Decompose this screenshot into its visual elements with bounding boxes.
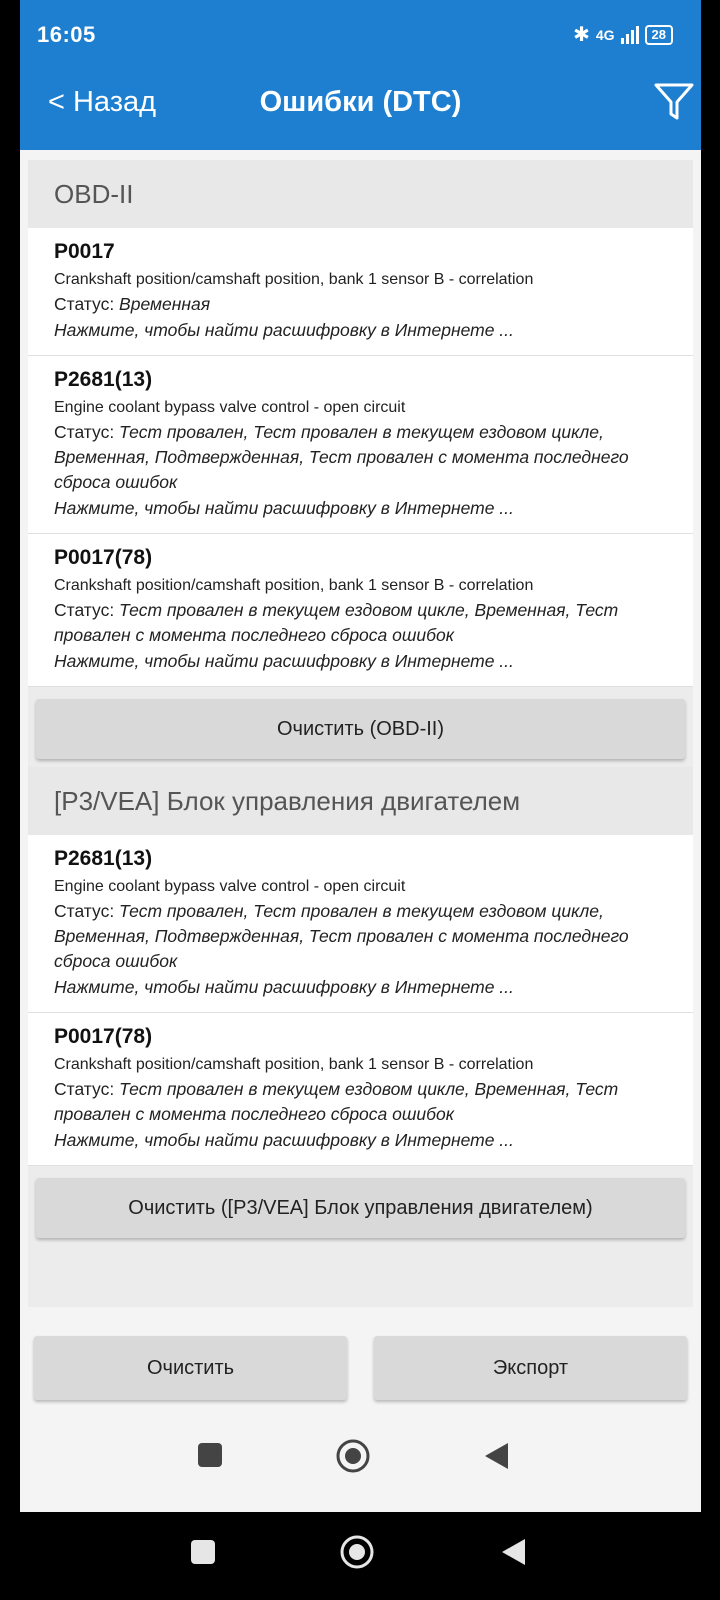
system-recents-square-icon[interactable] — [190, 1539, 216, 1565]
recents-square-icon[interactable] — [197, 1442, 223, 1468]
dtc-code: P2681(13) — [54, 847, 153, 870]
dtc-status-value: Тест провален в текущем ездовом цикле, Временная, Тест провален с момента последнего сброса ошибок — [54, 1079, 619, 1124]
dtc-item[interactable] — [28, 1013, 693, 1166]
clear-section-button[interactable]: Очистить ([P3/VEA] Блок управления двигателем) — [36, 1178, 685, 1238]
dtc-description: Engine coolant bypass valve control - open circuit — [54, 399, 406, 416]
system-navigation-bar — [0, 1512, 720, 1600]
dtc-search-hint: Нажмите, чтобы найти расшифровку в Интернете ... — [54, 498, 514, 518]
dtc-status — [54, 420, 669, 495]
dtc-status-value: Временная — [119, 294, 211, 314]
clear-all-button[interactable]: Очистить — [34, 1336, 347, 1400]
dtc-status-label: Статус: — [54, 901, 120, 921]
system-back-triangle-icon[interactable] — [499, 1537, 527, 1567]
dtc-status-label: Статус: — [54, 600, 120, 620]
section-clear-block — [28, 1166, 693, 1246]
back-triangle-icon[interactable] — [482, 1441, 510, 1471]
dtc-search-hint: Нажмите, чтобы найти расшифровку в Интернете ... — [54, 320, 514, 340]
battery-level: 28 — [645, 25, 673, 45]
section-header: OBD-II — [28, 160, 693, 228]
status-icons — [573, 22, 673, 47]
dtc-status-value: Тест провален, Тест провален в текущем ездовом цикле, Временная, Подтвержденная, Тест провален с момента последнего сброса ошибок — [54, 901, 629, 971]
dtc-status — [54, 1077, 669, 1127]
dtc-status — [54, 598, 669, 648]
clear-section-button[interactable]: Очистить (OBD-II) — [36, 699, 685, 759]
dtc-search-hint: Нажмите, чтобы найти расшифровку в Интернете ... — [54, 651, 514, 671]
dtc-status — [54, 292, 669, 317]
dtc-code: P0017 — [54, 240, 115, 263]
signal-strength-icon — [621, 26, 639, 44]
app-screen — [20, 0, 701, 1512]
bluetooth-icon: ✱ — [573, 24, 590, 46]
page-title: Ошибки (DTC) — [259, 86, 462, 118]
app-navigation-bar — [20, 1430, 701, 1500]
filter-button[interactable] — [653, 80, 695, 124]
dtc-item[interactable] — [28, 228, 693, 356]
dtc-status-value: Тест провален в текущем ездовом цикле, Временная, Тест провален с момента последнего сброса ошибок — [54, 600, 619, 645]
dtc-list[interactable] — [28, 160, 693, 1307]
export-button[interactable]: Экспорт — [374, 1336, 687, 1400]
home-circle-icon[interactable] — [335, 1438, 371, 1474]
bottom-actions — [34, 1336, 687, 1402]
dtc-status — [54, 899, 669, 974]
dtc-status-label: Статус: — [54, 1079, 120, 1099]
dtc-item[interactable] — [28, 835, 693, 1013]
dtc-search-hint: Нажмите, чтобы найти расшифровку в Интернете ... — [54, 1130, 514, 1150]
app-header — [20, 0, 701, 150]
dtc-search-hint: Нажмите, чтобы найти расшифровку в Интернете ... — [54, 977, 514, 997]
system-home-circle-icon[interactable] — [339, 1534, 375, 1570]
dtc-description: Crankshaft position/camshaft position, bank 1 sensor B - correlation — [54, 271, 534, 288]
back-button[interactable]: < Назад — [48, 86, 157, 118]
section-clear-block — [28, 687, 693, 767]
dtc-item[interactable] — [28, 534, 693, 687]
dtc-status-label: Статус: — [54, 294, 120, 314]
filter-icon — [653, 80, 695, 124]
section-header: [P3/VEA] Блок управления двигателем — [28, 767, 693, 835]
dtc-description: Crankshaft position/camshaft position, bank 1 sensor B - correlation — [54, 1056, 534, 1073]
dtc-code: P0017(78) — [54, 546, 153, 569]
dtc-status-value: Тест провален, Тест провален в текущем ездовом цикле, Временная, Подтвержденная, Тест провален с момента последнего сброса ошибок — [54, 422, 629, 492]
status-time: 16:05 — [37, 22, 96, 47]
dtc-code: P0017(78) — [54, 1025, 153, 1048]
dtc-description: Engine coolant bypass valve control - open circuit — [54, 878, 406, 895]
network-type: 4G — [595, 26, 615, 43]
dtc-status-label: Статус: — [54, 422, 120, 442]
dtc-description: Crankshaft position/camshaft position, bank 1 sensor B - correlation — [54, 577, 534, 594]
dtc-item[interactable] — [28, 356, 693, 534]
dtc-code: P2681(13) — [54, 368, 153, 391]
